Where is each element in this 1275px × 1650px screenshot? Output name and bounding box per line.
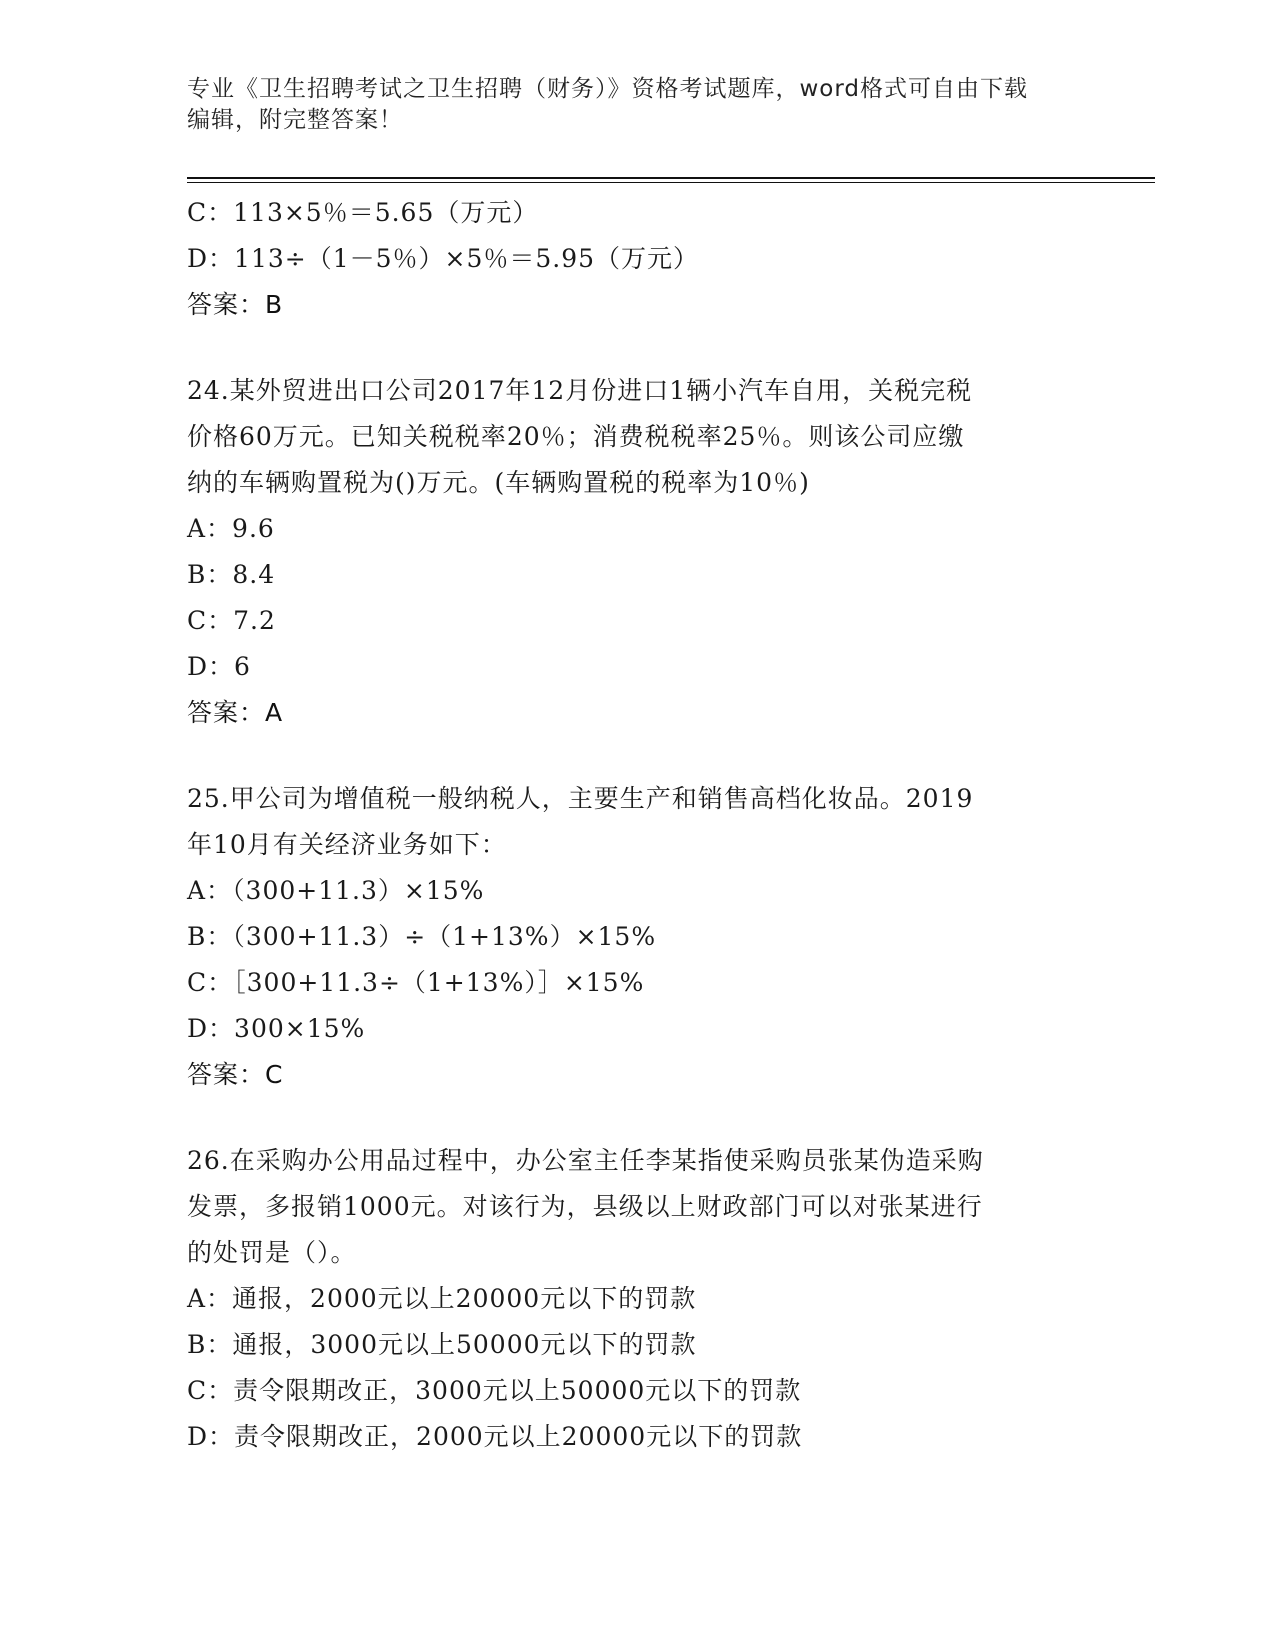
document-header xyxy=(187,74,1067,136)
question-stem-line: 26.在采购办公用品过程中，办公室主任李某指使采购员张某伪造采购 xyxy=(187,1146,984,1175)
question-stem-line: 发票，多报销1000元。对该行为，县级以上财政部门可以对张某进行 xyxy=(187,1192,983,1221)
spacer xyxy=(187,1098,1087,1138)
option-c: C：责令限期改正，3000元以上50000元以下的罚款 xyxy=(187,1376,802,1405)
option-d: D：责令限期改正，2000元以上20000元以下的罚款 xyxy=(187,1422,803,1451)
spacer xyxy=(187,328,1087,368)
question-stem-line: 纳的车辆购置税为()万元。(车辆购置税的税率为10％) xyxy=(187,468,810,497)
option-d: D：113÷（1－5％）×5％＝5.95（万元） xyxy=(187,244,700,273)
option-d: D：6 xyxy=(187,652,251,681)
question-list xyxy=(187,190,1087,1460)
answer-label: 答案：A xyxy=(187,698,284,727)
question-26 xyxy=(187,1138,1087,1460)
option-c: C：［300+11.3÷（1+13%）］×15% xyxy=(187,968,645,997)
spacer xyxy=(187,736,1087,776)
question-stem-line: 25.甲公司为增值税一般纳税人，主要生产和销售高档化妆品。2019 xyxy=(187,784,974,813)
option-b: B：通报，3000元以上50000元以下的罚款 xyxy=(187,1330,697,1359)
answer-label: 答案：C xyxy=(187,1060,284,1089)
question-25 xyxy=(187,776,1087,1098)
question-stem-line: 价格60万元。已知关税税率20％；消费税税率25％。则该公司应缴 xyxy=(187,422,965,451)
question-stem-line: 年10月有关经济业务如下： xyxy=(187,830,507,859)
question-stem-line: 24.某外贸进出口公司2017年12月份进口1辆小汽车自用，关税完税 xyxy=(187,376,973,405)
option-c: C：113×5％＝5.65（万元） xyxy=(187,198,539,227)
question-24 xyxy=(187,368,1087,736)
option-a: A：（300+11.3）×15% xyxy=(187,876,485,905)
answer-label: 答案：B xyxy=(187,290,284,319)
header-line-2: 编辑，附完整答案！ xyxy=(187,107,403,133)
question-stem-line: 的处罚是（）。 xyxy=(187,1238,357,1267)
option-c: C：7.2 xyxy=(187,606,276,635)
option-b: B：8.4 xyxy=(187,560,276,589)
header-rule-thick xyxy=(187,177,1155,179)
option-a: A：9.6 xyxy=(187,514,275,543)
option-b: B：（300+11.3）÷（1+13%）×15% xyxy=(187,922,657,951)
option-d: D：300×15% xyxy=(187,1014,366,1043)
header-line-1: 专业《卫生招聘考试之卫生招聘（财务）》资格考试题库，word格式可自由下载 xyxy=(187,76,1029,102)
option-a: A：通报，2000元以上20000元以下的罚款 xyxy=(187,1284,697,1313)
question-23 xyxy=(187,190,1087,328)
header-rule-thin xyxy=(187,182,1155,183)
